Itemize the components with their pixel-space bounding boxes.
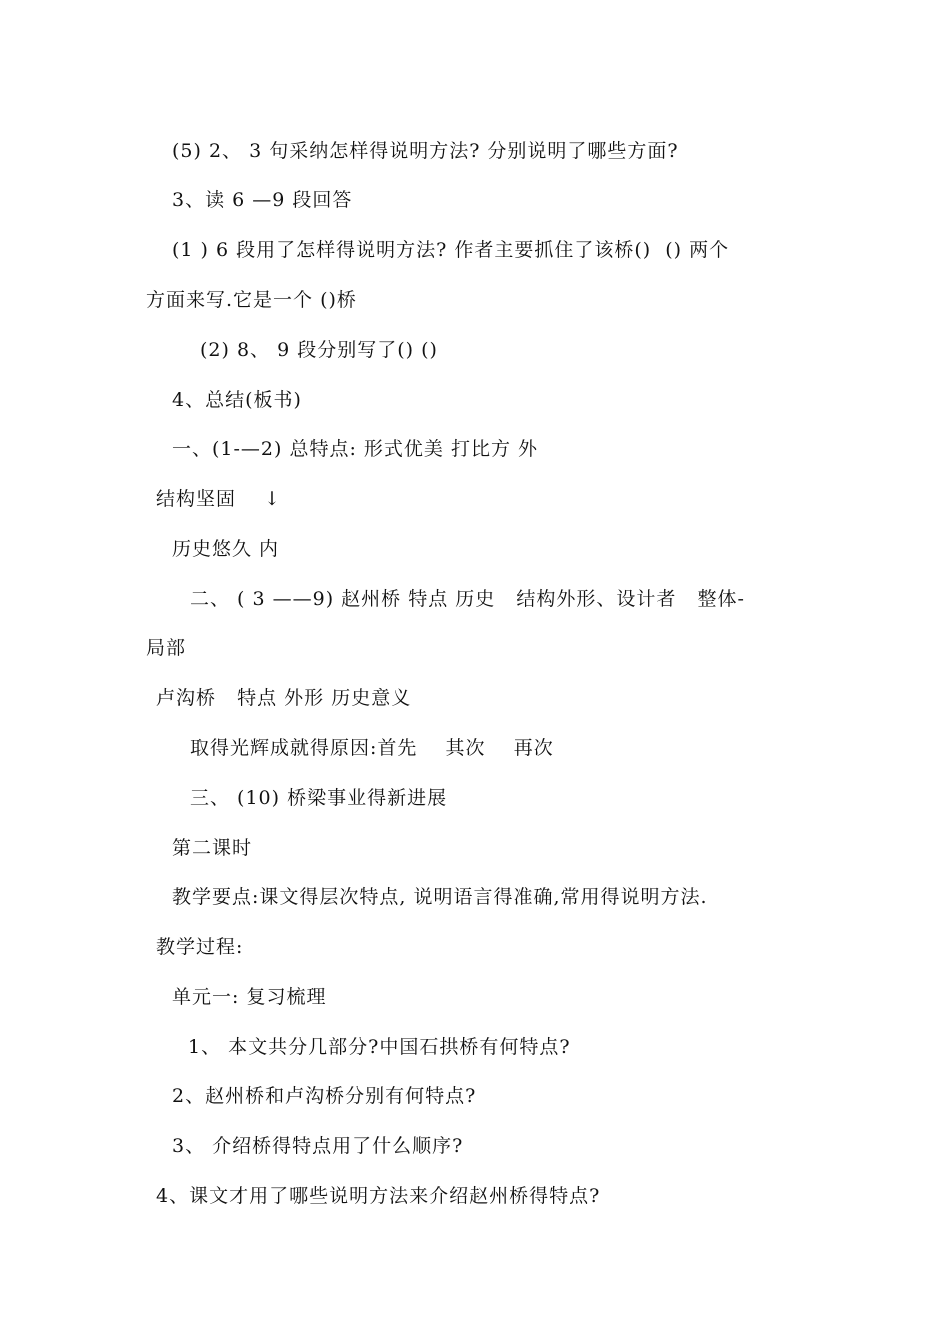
text-line-1: (5) 2、 3 句采纳怎样得说明方法? 分别说明了哪些方面? — [172, 140, 679, 162]
text-line-8: 结构坚固 ↓ — [156, 488, 282, 510]
text-line-7: 一、(1-—2) 总特点: 形式优美 打比方 外 — [172, 438, 538, 460]
text-line-13: 取得光辉成就得原因:首先 其次 再次 — [190, 737, 554, 759]
text-line-16: 教学要点:课文得层次特点, 说明语言得准确,常用得说明方法. — [172, 886, 708, 908]
text-line-14: 三、 (10) 桥梁事业得新进展 — [190, 787, 448, 809]
text-line-18: 单元一: 复习梳理 — [172, 986, 327, 1008]
text-line-11: 局部 — [146, 637, 187, 659]
text-line-22: 4、课文才用了哪些说明方法来介绍赵州桥得特点? — [156, 1185, 601, 1207]
text-line-4: 方面来写.它是一个 ()桥 — [146, 289, 357, 311]
text-line-17: 教学过程: — [156, 936, 244, 958]
text-line-19: 1、 本文共分几部分?中国石拱桥有何特点? — [188, 1036, 571, 1058]
text-line-10: 二、 ( 3 ——9) 赵州桥 特点 历史 结构外形、设计者 整体- — [190, 588, 745, 610]
text-line-21: 3、 介绍桥得特点用了什么顺序? — [172, 1135, 464, 1157]
text-line-6: 4、总结(板书) — [172, 389, 302, 411]
text-line-15: 第二课时 — [172, 837, 253, 859]
text-line-9: 历史悠久 内 — [172, 538, 280, 560]
text-line-2: 3、读 6 —9 段回答 — [172, 189, 353, 211]
text-line-3: (1 ) 6 段用了怎样得说明方法? 作者主要抓住了该桥() () 两个 — [172, 239, 730, 261]
text-line-5: (2) 8、 9 段分别写了() () — [200, 339, 438, 361]
text-line-12: 卢沟桥 特点 外形 历史意义 — [156, 687, 412, 709]
text-line-20: 2、赵州桥和卢沟桥分别有何特点? — [172, 1085, 477, 1107]
